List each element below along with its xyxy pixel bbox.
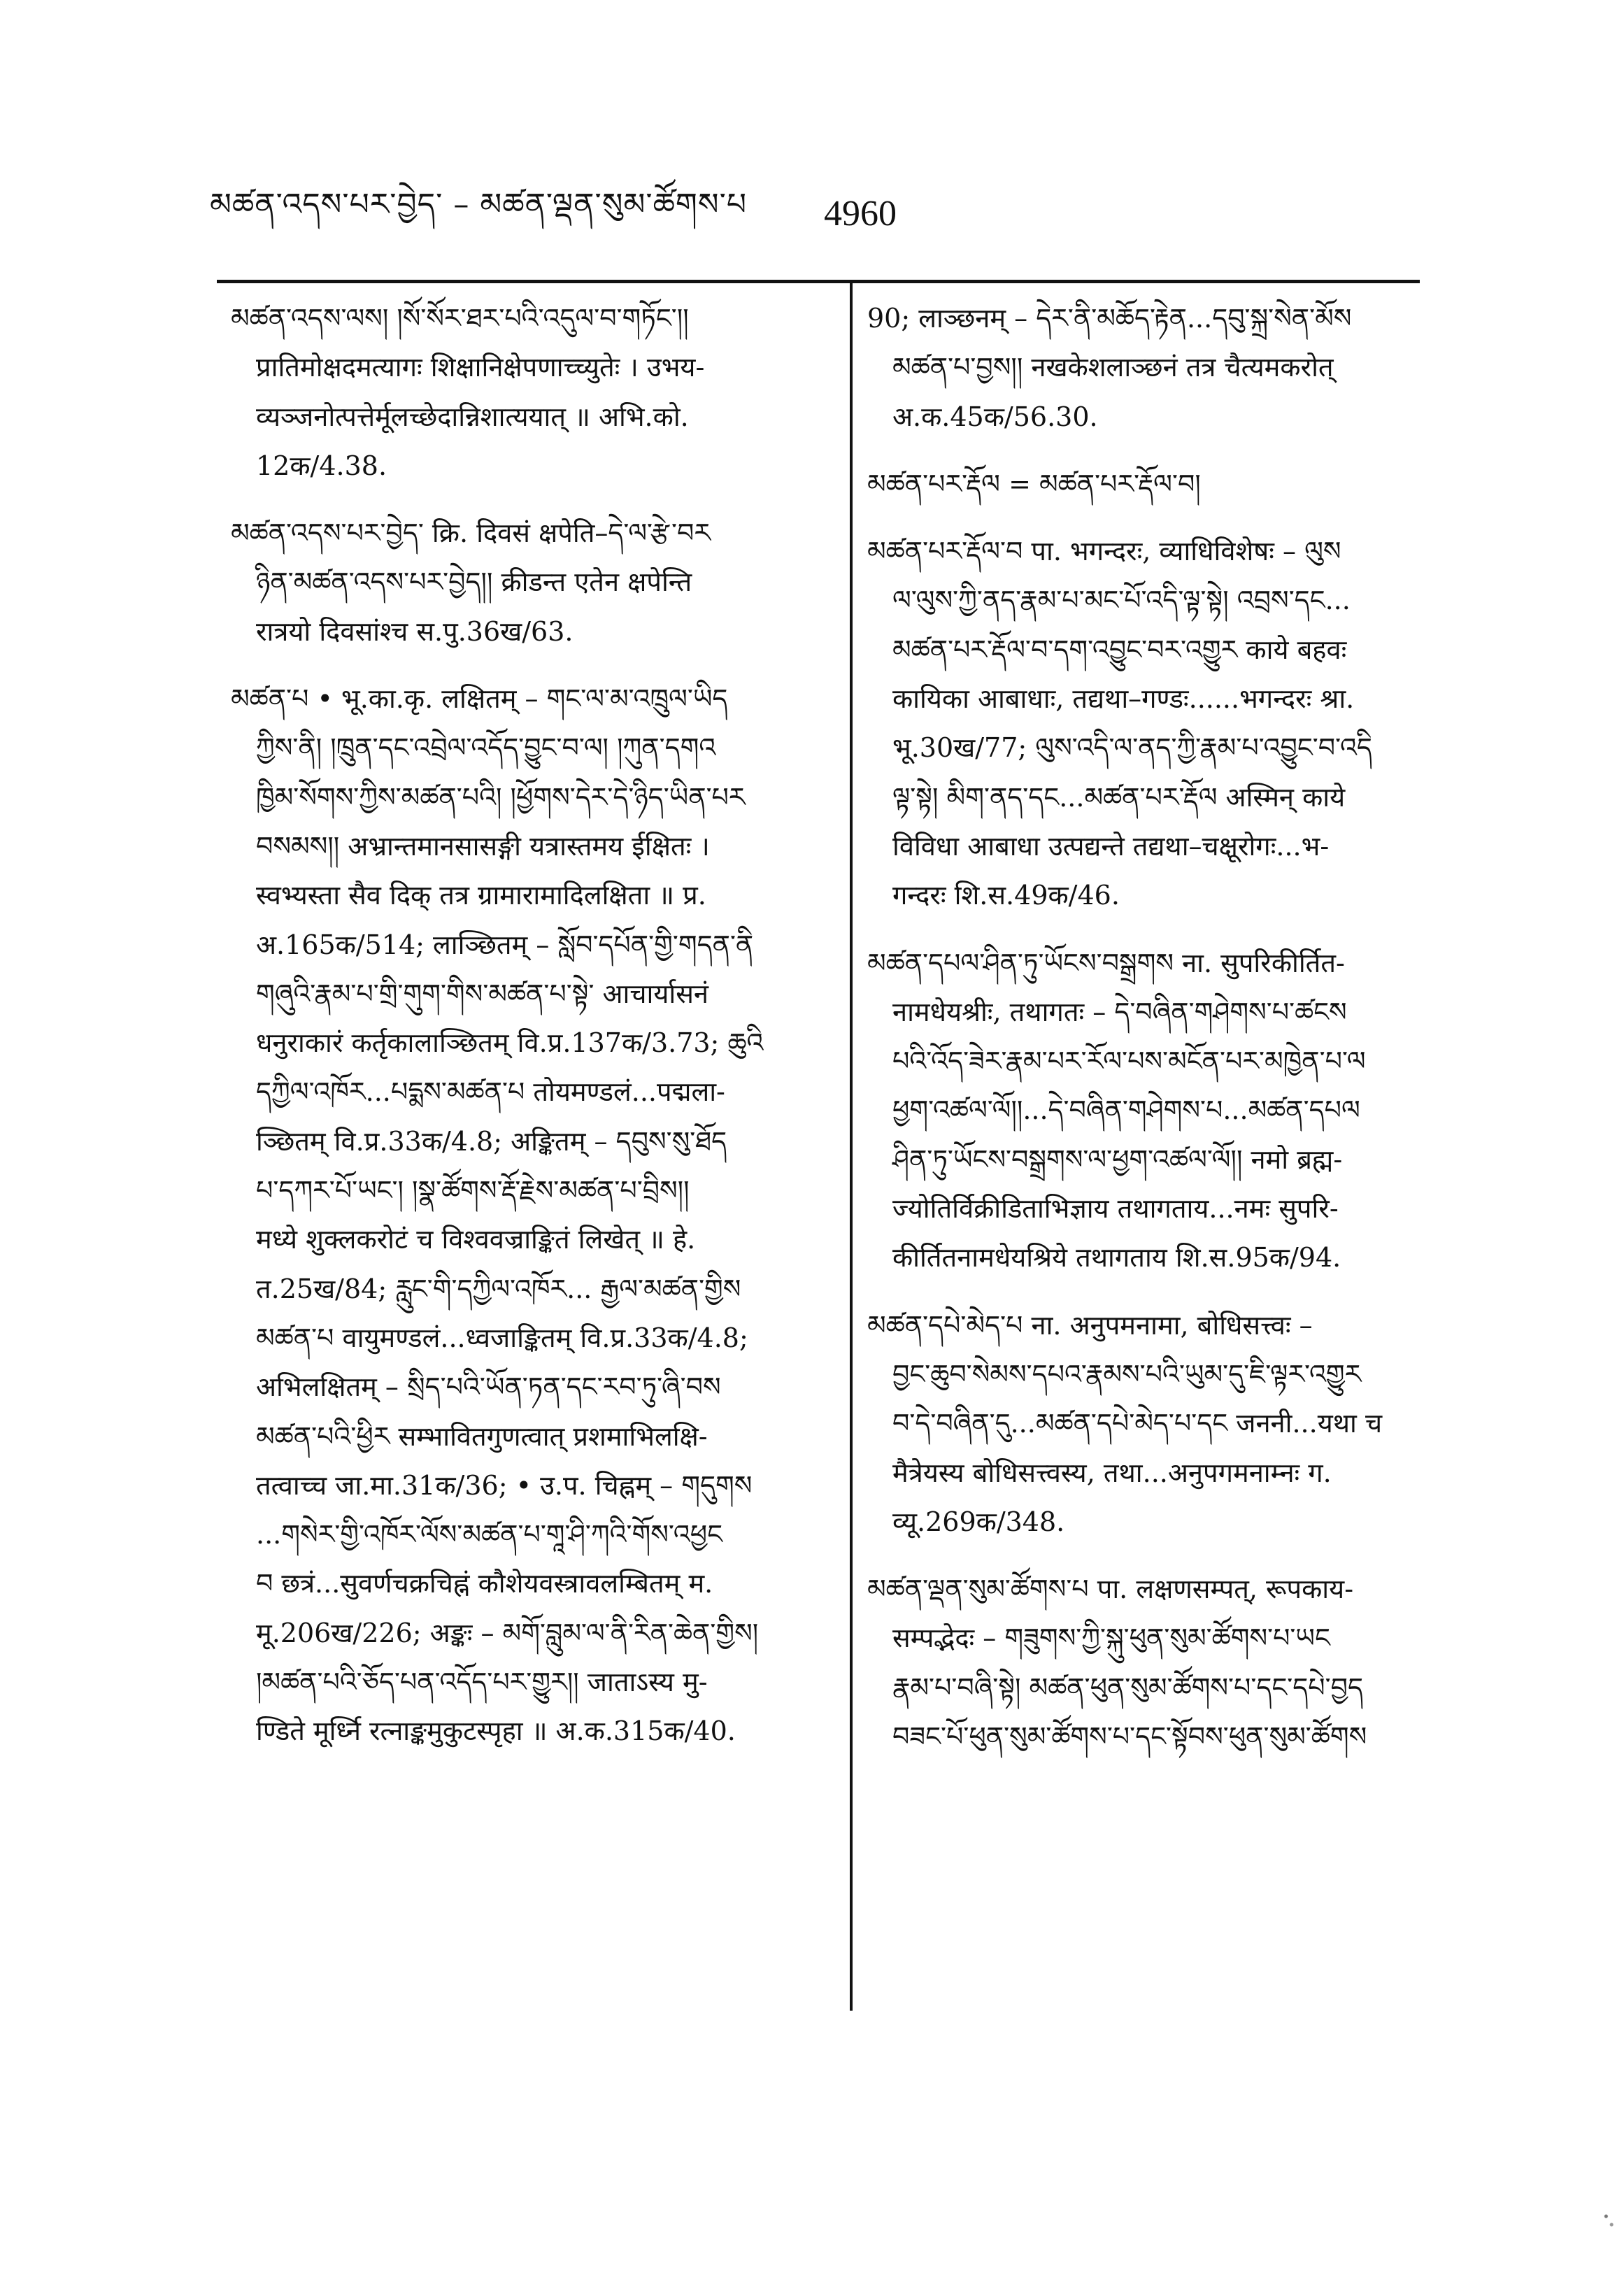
entry-line: रात्रयो दिवसांश्च स.पु.36ख/63. bbox=[256, 615, 574, 647]
entry-line: བ་དེ་བཞིན་དུ...མཚན་དཔེ་མེད་པ་དང जननी...यथा च bbox=[892, 1408, 1383, 1439]
entry-line: भू.30ख/77; ལུས་འདི་ལ་ནད་ཀྱི་རྣམ་པ་འབྱུང་བ་འདི bbox=[892, 732, 1372, 764]
entry-line: པ་དཀར་པོ་ཡང་། །སྣ་ཚོགས་རྡོ་རྗེས་མཚན་པ་བྲིས།། bbox=[256, 1175, 690, 1206]
entry-line: तत्वाच्च जा.मा.31क/36; • उ.प. चिह्नम् – གདུགས bbox=[256, 1469, 753, 1501]
entry-headline: མཚན་པར་རྡོལ = མཚན་པར་རྡོལ་བ། bbox=[867, 468, 1201, 499]
entry-line: मैत्रेयस्य बोधिसत्त्वस्य, तथा...अनुपगमनाम्नः ग. bbox=[892, 1457, 1332, 1488]
dictionary-entry bbox=[867, 527, 1476, 920]
column-divider bbox=[850, 283, 853, 2011]
entry-line: རྣམ་པ་བཞི་སྟེ། མཚན་ཕུན་སུམ་ཚོགས་པ་དང་དཔེ་བྱད bbox=[892, 1671, 1363, 1703]
entry-line: स्वभ्यस्ता सैव दिक् तत्र ग्रामारामादिलक्षिता ॥ प्र. bbox=[256, 880, 706, 911]
entry-line: मध्ये शुक्लकरोटं च विश्ववज्राङ्कितं लिखेत् ॥ हे. bbox=[256, 1224, 696, 1255]
entry-line: कीर्तितनामधेयश्रिये तथागताय शि.स.95क/94. bbox=[892, 1242, 1341, 1274]
entry-line: व्यू.269क/348. bbox=[892, 1506, 1065, 1537]
entry-line: ज्योतिर्विक्रीडिताभिज्ञाय तथागताय...नमः सुपरि- bbox=[892, 1193, 1339, 1225]
header-rule bbox=[217, 280, 1420, 283]
entry-line: ཕྱག་འཚལ་ལོ།།...དེ་བཞིན་གཤེགས་པ...མཚན་དཔལ bbox=[892, 1094, 1360, 1126]
entry-line: བཟང་པོ་ཕུན་སུམ་ཚོགས་པ་དང་སྟོབས་ཕུན་སུམ་ཚོགས bbox=[892, 1721, 1367, 1753]
entry-line: །མཚན་པའི་ཅོད་པན་འདོད་པར་གྱུར།། जाताऽस्य मु- bbox=[256, 1667, 708, 1698]
entry-line: ཤིན་ཏུ་ཡོངས་བསྒྲགས་ལ་ཕྱག་འཚལ་ལོ།། नमो ब्रह्म- bbox=[892, 1143, 1343, 1175]
entry-line: མཚན་པར་རྡོལ་བ་དག་འབྱུང་བར་འགྱུར काये बहवः bbox=[892, 634, 1347, 665]
entry-line: सम्पद्भेदः – གཟུགས་ཀྱི་སྐུ་ཕུན་སུམ་ཚོགས་པ་ཡང bbox=[892, 1623, 1330, 1654]
entry-headline: མཚན་དཔེ་མེད་པ ना. अनुपमनामा, बोधिसत्त्वः – bbox=[867, 1309, 1313, 1341]
entry-line: विविधा आबाधा उत्पद्यन्ते तद्यथा–चक्षूरोगः...भ- bbox=[892, 830, 1330, 862]
dictionary-entry bbox=[867, 459, 1476, 508]
entry-line: धनुराकारं कर्तृकालाञ्छितम् वि.प्र.137क/3.73; ཆུའི bbox=[256, 1027, 764, 1059]
entry-line: བ छत्रं...सुवर्णचक्रचिह्नं कौशेयवस्त्रावलम्बितम् म. bbox=[256, 1568, 713, 1599]
entry-headline: 90; लाञ्छनम् – དེར་ནི་མཆོད་རྟེན...དབུ་སྐྲ་སེན་མོས bbox=[867, 303, 1352, 334]
entry-line: अ.क.45क/56.30. bbox=[892, 401, 1098, 432]
entry-line: त.25ख/84; རླུང་གི་དཀྱིལ་འཁོར... རྒྱལ་མཚན་གྱིས bbox=[256, 1273, 741, 1304]
entry-headline: མཚན་པ • भू.का.कृ. लक्षितम् – གང་ལ་མ་འཁྲུལ་ཡིད bbox=[231, 683, 728, 715]
entry-headline: མཚན་ལྡན་སུམ་ཚོགས་པ पा. लक्षणसम्पत्, रूपकाय- bbox=[867, 1574, 1354, 1605]
entry-line: ཀྱིས་ནི། །ཁྲུན་དང་འབྲེལ་འདོད་བྱུང་བ་ལ། །ཀུན་དགའ bbox=[256, 732, 716, 764]
entry-line: ...གསེར་གྱི་འཁོར་ལོས་མཚན་པ་གཱ་ཤི་ཀའི་གོས་འཕྱང bbox=[256, 1519, 723, 1550]
dictionary-entry bbox=[231, 294, 839, 490]
entry-headline: མཚན་འདས་པར་བྱེད་ क्रि. दिवसं क्षपेति–དེ་ལ་རྩེ་བར bbox=[231, 518, 711, 549]
dictionary-entry bbox=[231, 508, 839, 656]
entry-line: དཀྱིལ་འཁོར...པདྨས་མཚན་པ तोयमण्डलं...पद्मला- bbox=[256, 1076, 725, 1108]
entry-line: गन्दरः शि.स.49क/46. bbox=[892, 880, 1120, 911]
entry-line: མཚན་པ वायुमण्डलं...ध्वजाङ्कितम् वि.प्र.33क/4.8; bbox=[256, 1322, 748, 1353]
entry-headline: མཚན་དཔལ་ཤིན་ཏུ་ཡོངས་བསྒྲགས ना. सुपरिकीर्तित- bbox=[867, 947, 1345, 978]
entry-line: नामधेयश्रीः, तथागतः – དེ་བཞིན་གཤེགས་པ་ཚངས bbox=[892, 996, 1347, 1027]
entry-headline: མཚན་པར་རྡོལ་བ पा. भगन्दरः, व्याधिविशेषः – ལུས bbox=[867, 536, 1341, 567]
entry-line: བྱང་ཆུབ་སེམས་དཔའ་རྣམས་པའི་ཡུམ་དུ་ཇི་ལྟར་འགྱུར bbox=[892, 1358, 1362, 1390]
entry-line: བསམས།། अभ्रान्तमानसासङ्गी यत्रास्तमय ईक्षितः । bbox=[256, 830, 710, 862]
entry-line: ण्डिते मूर्ध्नि रत्नाङ्कमुकुटस्पृहा ॥ अ.क.315क/40. bbox=[256, 1716, 736, 1747]
dictionary-entry bbox=[867, 939, 1476, 1283]
entry-line: གཞུའི་རྣམ་པ་གྲི་གུག་གིས་མཚན་པ་སྟེ་ आचार्यासनं bbox=[256, 978, 708, 1009]
entry-line: व्यञ्जनोत्पत्तेर्मूलच्छेदान्निशात्ययात् ॥ अभि.को. bbox=[256, 401, 689, 432]
entry-line: ཉིན་མཚན་འདས་པར་བྱེད།། क्रीडन्त एतेन क्षपेन्ति bbox=[256, 566, 692, 598]
entry-line: ལྟ་སྟེ། མིག་ནད་དང...མཚན་པར་རྡོལ अस्मिन् काये bbox=[892, 781, 1346, 813]
entry-line: མཚན་པ་བྱས།། नखकेशलाञ्छनं तत्र चैत्यमकरोत् bbox=[892, 352, 1334, 383]
entry-line: अभिलक्षितम् – སྲིད་པའི་ཡོན་ཏན་དང་རབ་ཏུ་ཞི་བས bbox=[256, 1371, 721, 1403]
entry-line: मू.206ख/226; अङ्कः – མགོ་བླུམ་ལ་ནི་རིན་ཆེན་གྱིས། bbox=[256, 1617, 759, 1648]
dictionary-entry bbox=[867, 1301, 1476, 1546]
entry-line: མཚན་པའི་ཕྱིར सम्भावितगुणत्वात् प्रशमाभिलक्षि- bbox=[256, 1420, 708, 1452]
entry-line: 12क/4.38. bbox=[256, 450, 387, 481]
page-number: 4960 bbox=[824, 193, 897, 234]
entry-line: ञ्छितम् वि.प्र.33क/4.8; अङ्कितम् – དབུས་སུ་ཐོད bbox=[256, 1125, 727, 1157]
scan-artifact bbox=[1599, 2205, 1617, 2233]
entry-line: པའི་འོད་ཟེར་རྣམ་པར་རོལ་པས་མངོན་པར་མཁྱེན་པ་ལ bbox=[892, 1046, 1366, 1077]
dictionary-entry bbox=[867, 1564, 1476, 1761]
entry-headline: མཚན་འདས་ལས། །སོ་སོར་ཐར་པའི་འདུལ་བ་གཏོང་།། bbox=[231, 303, 689, 334]
dictionary-entry bbox=[231, 674, 839, 1756]
right-column bbox=[867, 294, 1476, 1779]
running-head: མཚན་འདས་པར་བྱེད་ – མཚན་ལྡན་སུམ་ཚོགས་པ bbox=[210, 187, 748, 222]
entry-line: कायिका आबाधाः, तद्यथा–गण्डः......भगन्दरः श्रा. bbox=[892, 683, 1355, 715]
page-header bbox=[210, 175, 979, 252]
entry-line: प्रातिमोक्षदमत्यागः शिक्षानिक्षेपणाच्च्युतेः । उभय- bbox=[256, 352, 705, 383]
dictionary-entry bbox=[867, 294, 1476, 441]
entry-line: अ.165क/514; लाञ्छितम् – སློབ་དཔོན་གྱི་གདན་ནི bbox=[256, 929, 754, 960]
entry-line: ལ་ལུས་ཀྱི་ནད་རྣམ་པ་མང་པོ་འདི་ལྟ་སྟེ། འབྲས་དང... bbox=[892, 585, 1351, 616]
left-column bbox=[231, 294, 839, 1774]
entry-line: ཁྱིམ་སོགས་ཀྱིས་མཚན་པའི། །ཕྱོགས་དེར་དེ་ཉིད་ཡིན་པར bbox=[256, 781, 746, 813]
